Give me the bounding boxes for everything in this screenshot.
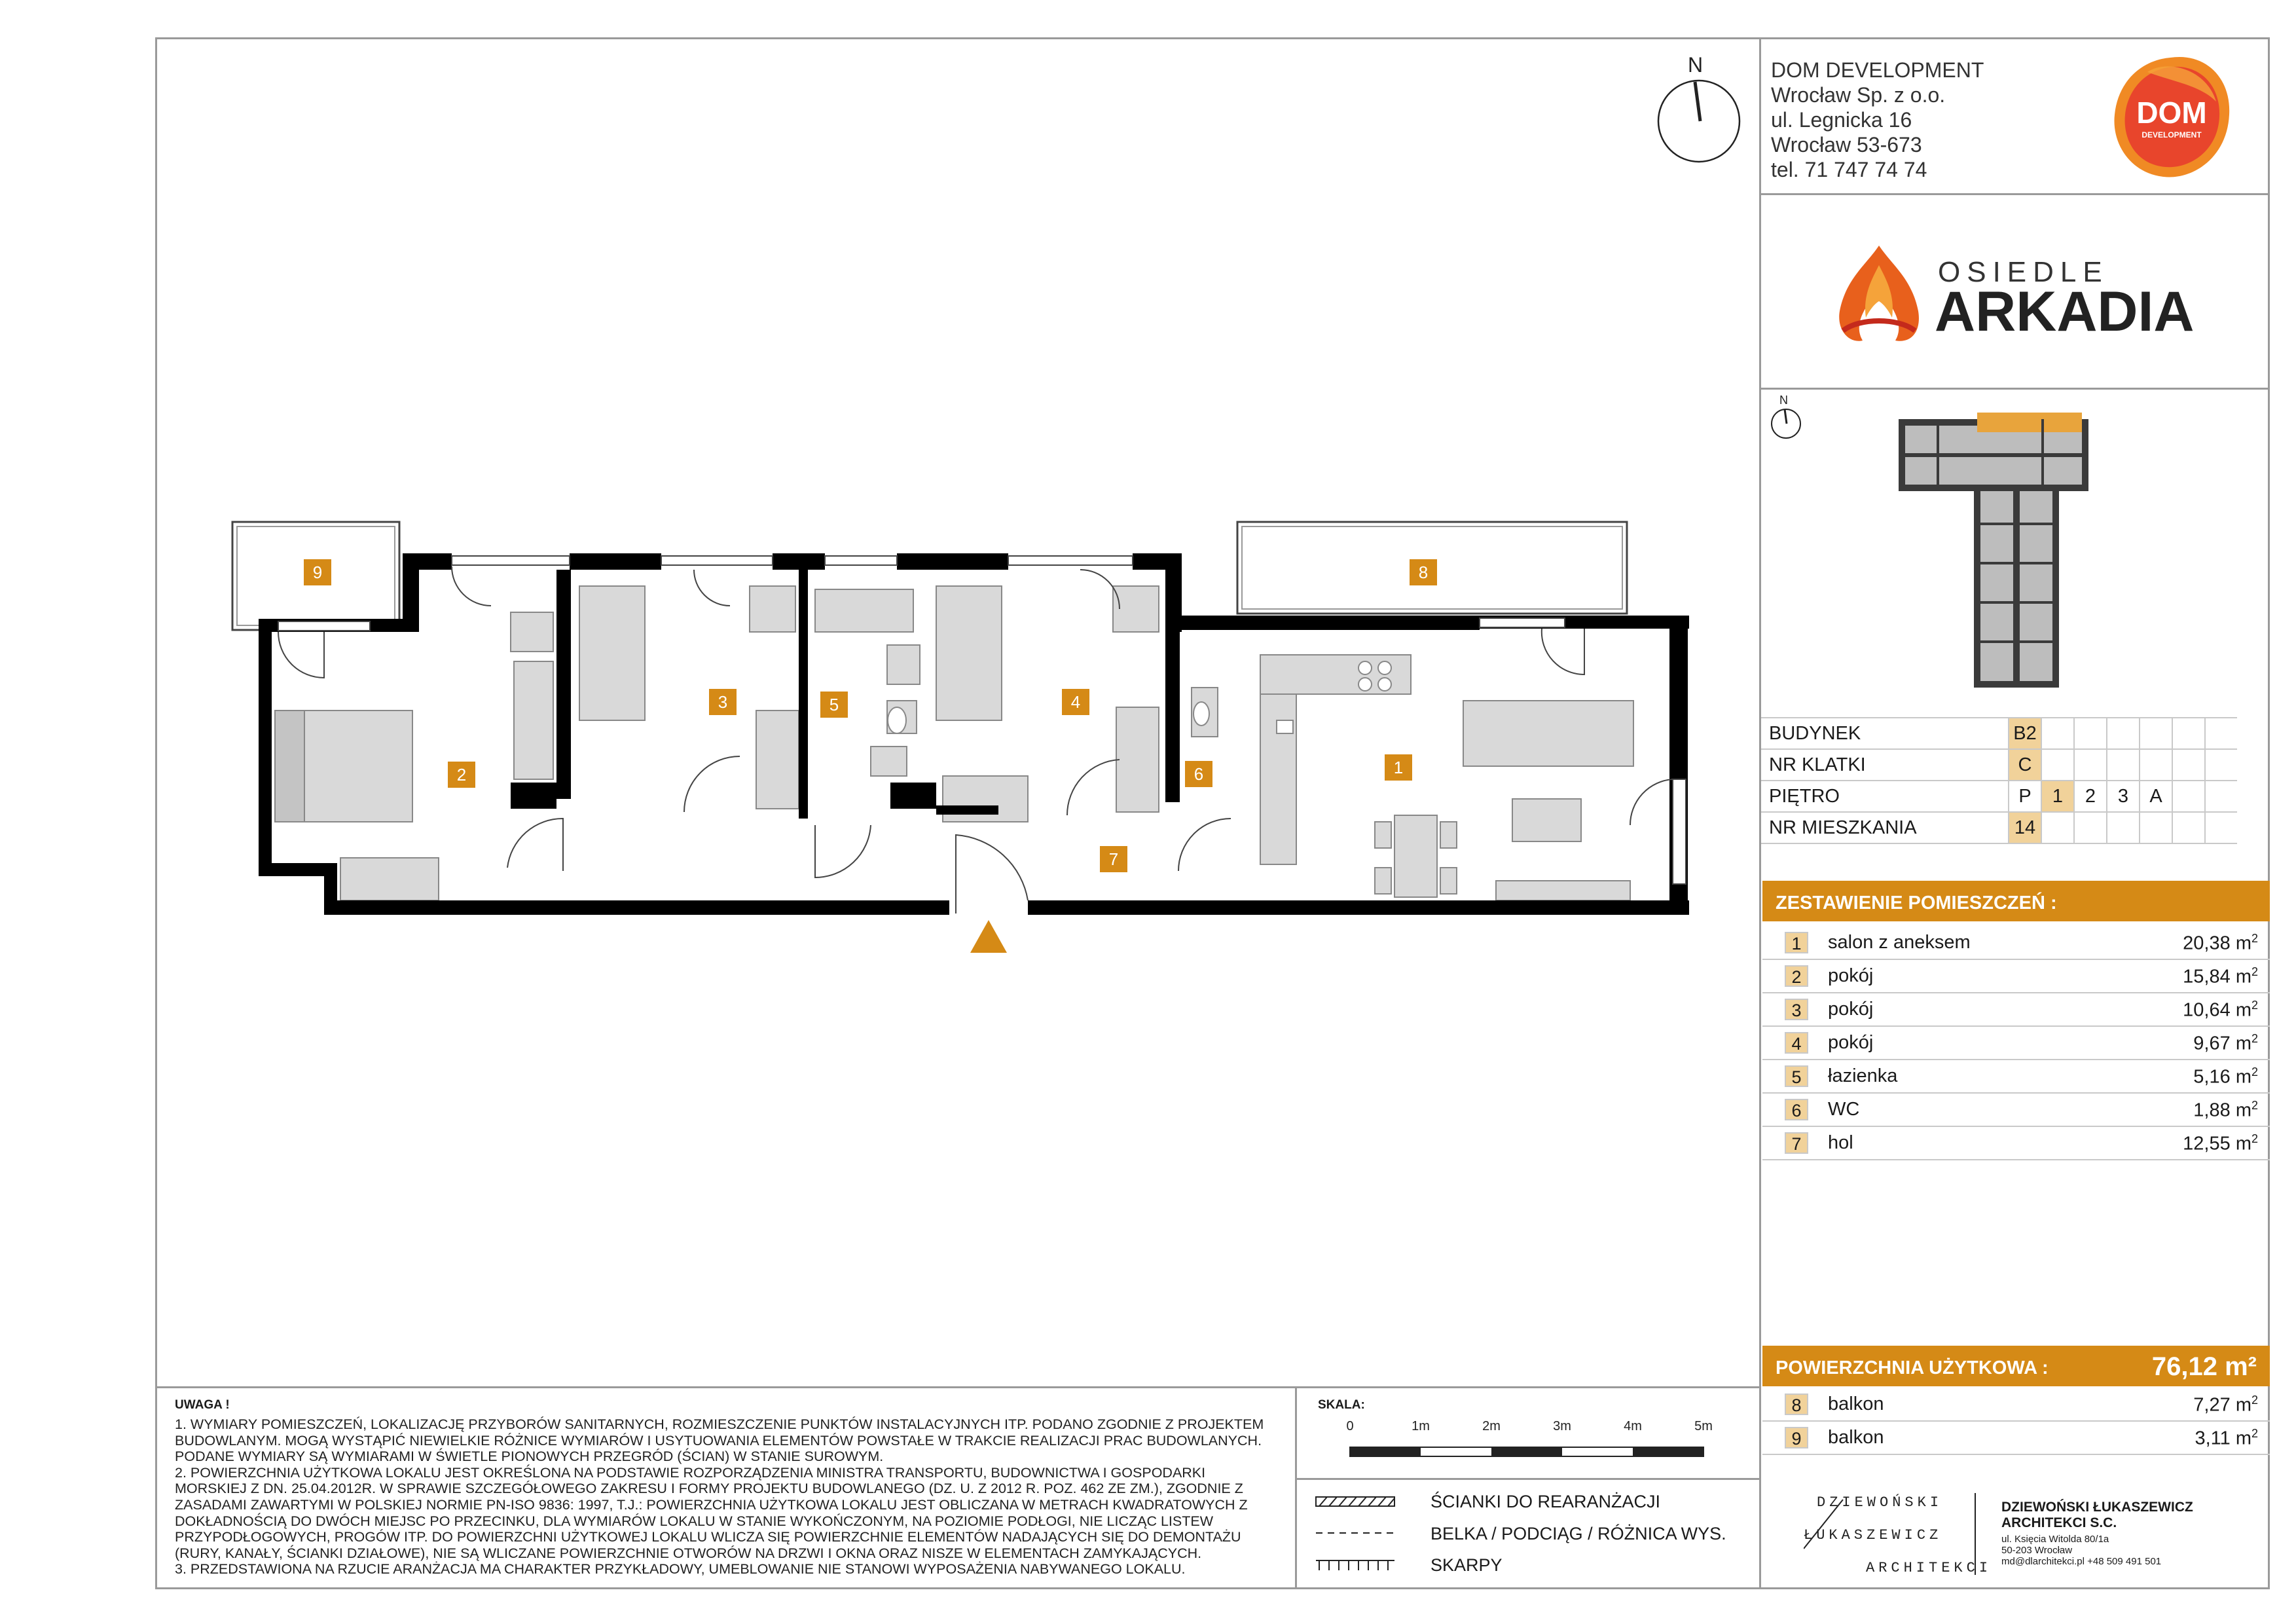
room-area: 9,67 $m^2$ bbox=[2193, 1032, 2258, 1054]
company-line: ul. Legnicka 16 bbox=[1771, 108, 1912, 132]
pietro-row bbox=[1761, 781, 2237, 812]
balcony-area: 3,11 $m^2$ bbox=[2195, 1427, 2258, 1449]
note-line: 1. WYMIARY POMIESZCZEŃ, LOKALIZACJĘ PRZYBORÓW SANITARNYCH, ROZMIESZCZENIE PUNKTÓW INSTALACYJNYCH ITP. PODANO ZGODNIE Z PROJEKTEM bbox=[175, 1416, 1264, 1432]
balcony-number: 9 bbox=[1785, 1427, 1808, 1449]
room-area: 5,16 $m^2$ bbox=[2193, 1065, 2258, 1088]
room-row bbox=[1762, 960, 2270, 993]
note-line: ZASADAMI ZAWARTYMI W POLSKIEJ NORMIE PN-ISO 9836: 1997, T.J.: POWIERZCHNIA UŻYTKOWA LOKALU JEST OBLICZANA W METRACH KWADRATOWYCH Z bbox=[175, 1496, 1248, 1513]
notes-title: UWAGA ! bbox=[175, 1398, 230, 1412]
company-address bbox=[1771, 58, 1984, 182]
scale-bar bbox=[1336, 1414, 1728, 1467]
mieszkanie-value: 14 bbox=[2009, 812, 2041, 843]
room-row bbox=[1762, 927, 2270, 960]
note-line: MORSKIEJ Z DN. 25.04.2012R. W SPRAWIE SZCZEGÓŁOWEGO ZAKRESU I FORMY PROJEKTU BUDOWLANEGO (DZ. U. Z 2012 R. POZ. 462 ZE ZM.), ZGODNIE Z bbox=[175, 1481, 1243, 1497]
project-divider bbox=[1759, 388, 2270, 390]
architect-info bbox=[2001, 1500, 2193, 1567]
room-area: 12,55 $m^2$ bbox=[2183, 1132, 2258, 1154]
scale-legend-divider bbox=[1295, 1478, 1761, 1480]
room-row bbox=[1762, 1127, 2270, 1160]
legend-beam: BELKA / PODCIĄG / RÓŻNICA WYS. bbox=[1430, 1524, 1726, 1543]
north-compass-icon bbox=[1653, 52, 1745, 164]
room-row bbox=[1762, 993, 2270, 1027]
room-number: 4 bbox=[1785, 1032, 1808, 1054]
plan-tag-balcony-9: 9 bbox=[304, 559, 331, 585]
pietro-option: 3 bbox=[2107, 781, 2140, 812]
balcony-row bbox=[1762, 1388, 2270, 1422]
dom-development-logo bbox=[2108, 52, 2232, 183]
room-row bbox=[1762, 1027, 2270, 1060]
note-line: PRZYPODŁOGOWYCH, PROGÓW ITP. DO POWIERZCHNI UŻYTKOWEJ LOKALU WLICZA SIĘ POWIERZCHNIE ELEMENTÓW NADAJĄCYCH SIĘ DO DEMONTAŻU bbox=[175, 1529, 1241, 1545]
note-line: 2. POWIERZCHNIA UŻYTKOWA LOKALU JEST OKREŚLONA NA PODSTAWIE ROZPORZĄDZENIA MINISTRA TRANSPORTU, BUDOWNICTWA I GOSPODARKI bbox=[175, 1464, 1206, 1481]
klatka-value: C bbox=[2009, 749, 2041, 781]
room-name: WC bbox=[1828, 1099, 1860, 1120]
company-line: DOM DEVELOPMENT bbox=[1771, 58, 1984, 82]
company-line: Wrocław 53-673 bbox=[1771, 133, 1922, 157]
scale-tick-label: 4m bbox=[1624, 1419, 1642, 1433]
usable-area-value: 76,12 m² bbox=[2151, 1352, 2257, 1381]
balcony-area: 7,27 $m^2$ bbox=[2193, 1393, 2258, 1416]
room-area: 1,88 $m^2$ bbox=[2193, 1099, 2258, 1121]
architect-address-1: ul. Księcia Witolda 80/1a bbox=[2001, 1534, 2109, 1545]
keyplan-compass-icon bbox=[1768, 390, 1807, 442]
osiedle-arkadia-logo bbox=[1827, 239, 2219, 350]
pietro-option: A bbox=[2140, 781, 2172, 812]
scale-tick-label: 2m bbox=[1482, 1419, 1501, 1433]
dom-logo-subtext: DEVELOPMENT bbox=[2141, 130, 2202, 139]
room-number: 2 bbox=[1785, 965, 1808, 987]
room-row bbox=[1762, 1060, 2270, 1094]
architect-contact: md@dlarchitekci.pl +48 509 491 501 bbox=[2001, 1556, 2162, 1567]
room-number: 3 bbox=[1785, 999, 1808, 1020]
architect-logo-line: ŁUKASZEWICZ bbox=[1804, 1527, 1942, 1543]
room-area: 10,64 $m^2$ bbox=[2183, 999, 2258, 1021]
room-row bbox=[1762, 1094, 2270, 1127]
notes-text bbox=[175, 1416, 1275, 1578]
budynek-value: B2 bbox=[2009, 718, 2041, 749]
plan-tag-room-5: 5 bbox=[820, 692, 848, 718]
room-number: 1 bbox=[1785, 932, 1808, 953]
klatka-row bbox=[1761, 749, 2237, 781]
floor-plan bbox=[223, 511, 1709, 969]
scale-tick-label: 5m bbox=[1694, 1419, 1713, 1433]
pietro-option-selected: 1 bbox=[2041, 781, 2074, 812]
scale-divider bbox=[1295, 1386, 1297, 1589]
building-key-plan bbox=[1892, 406, 2102, 694]
notes-divider bbox=[155, 1386, 1761, 1388]
balconies-list bbox=[1762, 1388, 2270, 1455]
mieszkanie-label: NR MIESZKANIA bbox=[1761, 812, 2009, 843]
architect-name-2: ARCHITEKCI S.C. bbox=[2001, 1515, 2117, 1530]
budynek-label: BUDYNEK bbox=[1761, 718, 2009, 749]
balcony-row bbox=[1762, 1422, 2270, 1455]
plan-tag-balcony-8: 8 bbox=[1410, 559, 1437, 585]
rooms-title: ZESTAWIENIE POMIESZCZEŃ : bbox=[1776, 893, 2057, 913]
room-name: salon z aneksem bbox=[1828, 932, 1971, 953]
keyplan-north-label: N bbox=[1779, 394, 1788, 407]
plan-tag-room-6: 6 bbox=[1185, 761, 1212, 787]
usable-area-bar bbox=[1762, 1346, 2270, 1386]
note-line: DOKŁADNOŚCIĄ DO DWÓCH MIEJSC PO PRZECINKU, DLA WYMIARÓW LOKALU W STANIE WYKOŃCZONYM, NA POZIOMIE PODŁOGI, NIE LICZĄC LISTEW bbox=[175, 1513, 1214, 1529]
mieszkanie-row bbox=[1761, 812, 2237, 843]
architect-logo bbox=[1804, 1486, 1994, 1578]
plan-tag-room-3: 3 bbox=[709, 689, 737, 715]
room-name: pokój bbox=[1828, 965, 1874, 986]
rooms-title-bar bbox=[1762, 881, 2270, 921]
room-name: pokój bbox=[1828, 1032, 1874, 1053]
pietro-option: P bbox=[2009, 781, 2041, 812]
balcony-name: balkon bbox=[1828, 1393, 1884, 1414]
architect-logo-line: DZIEWOŃSKI bbox=[1817, 1494, 1943, 1511]
plan-tag-room-7: 7 bbox=[1100, 846, 1127, 872]
north-label: N bbox=[1688, 53, 1704, 77]
plan-tag-room-2: 2 bbox=[448, 762, 475, 788]
architect-logo-line: ARCHITEKCI bbox=[1866, 1560, 1992, 1576]
room-number: 6 bbox=[1785, 1099, 1808, 1120]
room-area: 15,84 $m^2$ bbox=[2183, 965, 2258, 987]
room-number: 5 bbox=[1785, 1065, 1808, 1087]
dom-logo-text: DOM bbox=[2136, 96, 2207, 130]
scale-tick-label: 1m bbox=[1412, 1419, 1430, 1433]
room-area: 20,38 $m^2$ bbox=[2183, 932, 2258, 954]
architect-name-1: DZIEWOŃSKI ŁUKASZEWICZ bbox=[2001, 1500, 2193, 1515]
apartment-info-table bbox=[1761, 717, 2237, 844]
note-line: (RURY, KANAŁY, ŚCIANKI DZIAŁOWE), NIE SĄ WLICZANE POWIERZCHNIE OTWORÓW NA DRZWI I OKNA ORAZ NISZE W ELEMENTACH ZAMYKAJĄCYCH. bbox=[175, 1545, 1202, 1561]
company-divider bbox=[1759, 193, 2270, 195]
legend-symbols bbox=[1313, 1492, 1398, 1577]
legend-rearrangement-walls: ŚCIANKI DO REARANŻACJI bbox=[1430, 1492, 1661, 1511]
architect-address-2: 50-203 Wrocław bbox=[2001, 1545, 2073, 1556]
plan-tag-room-4: 4 bbox=[1062, 689, 1089, 715]
company-line: tel. 71 747 74 74 bbox=[1771, 158, 1927, 181]
pietro-option: 2 bbox=[2074, 781, 2107, 812]
budynek-row bbox=[1761, 718, 2237, 749]
project-small-text: OSIEDLE bbox=[1938, 256, 2109, 288]
rooms-list bbox=[1762, 927, 2270, 1160]
balcony-number: 8 bbox=[1785, 1393, 1808, 1415]
scale-tick-label: 3m bbox=[1553, 1419, 1571, 1433]
scale-title: SKALA: bbox=[1318, 1398, 1365, 1412]
scale-tick-label: 0 bbox=[1346, 1419, 1354, 1433]
usable-area-label: POWIERZCHNIA UŻYTKOWA : bbox=[1776, 1357, 2049, 1378]
plan-tag-room-1: 1 bbox=[1385, 754, 1412, 781]
room-name: pokój bbox=[1828, 999, 1874, 1020]
project-big-text: ARKADIA bbox=[1935, 280, 2195, 343]
note-line: BUDOWLANYM. MOGĄ WYSTĄPIĆ NIEWIELKIE RÓŻNICE WYMIARÓW I USYTUOWANIA ELEMENTÓW POWSTAŁE W TRAKCIE REALIZACJI PRAC BUDOWLANYCH. bbox=[175, 1432, 1262, 1449]
pietro-label: PIĘTRO bbox=[1761, 781, 2009, 812]
room-name: hol bbox=[1828, 1132, 1853, 1153]
note-line: PODANE WYMIARY SĄ WYMIARAMI W ŚWIETLE PIONOWYCH PRZEGRÓD (ŚCIAN) W STANIE SUROWYM. bbox=[175, 1449, 884, 1465]
balcony-name: balkon bbox=[1828, 1427, 1884, 1448]
note-line: 3. PRZEDSTAWIONA NA RZUCIE ARANŻACJA MA CHARAKTER PRZYKŁADOWY, UMEBLOWANIE NIE STANOWI WYPOSAŻENIA NABYWANEGO LOKALU. bbox=[175, 1561, 1186, 1578]
klatka-label: NR KLATKI bbox=[1761, 749, 2009, 781]
room-name: łazienka bbox=[1828, 1065, 1898, 1086]
company-line: Wrocław Sp. z o.o. bbox=[1771, 83, 1946, 107]
room-number: 7 bbox=[1785, 1132, 1808, 1154]
legend-slopes: SKARPY bbox=[1430, 1555, 1503, 1575]
